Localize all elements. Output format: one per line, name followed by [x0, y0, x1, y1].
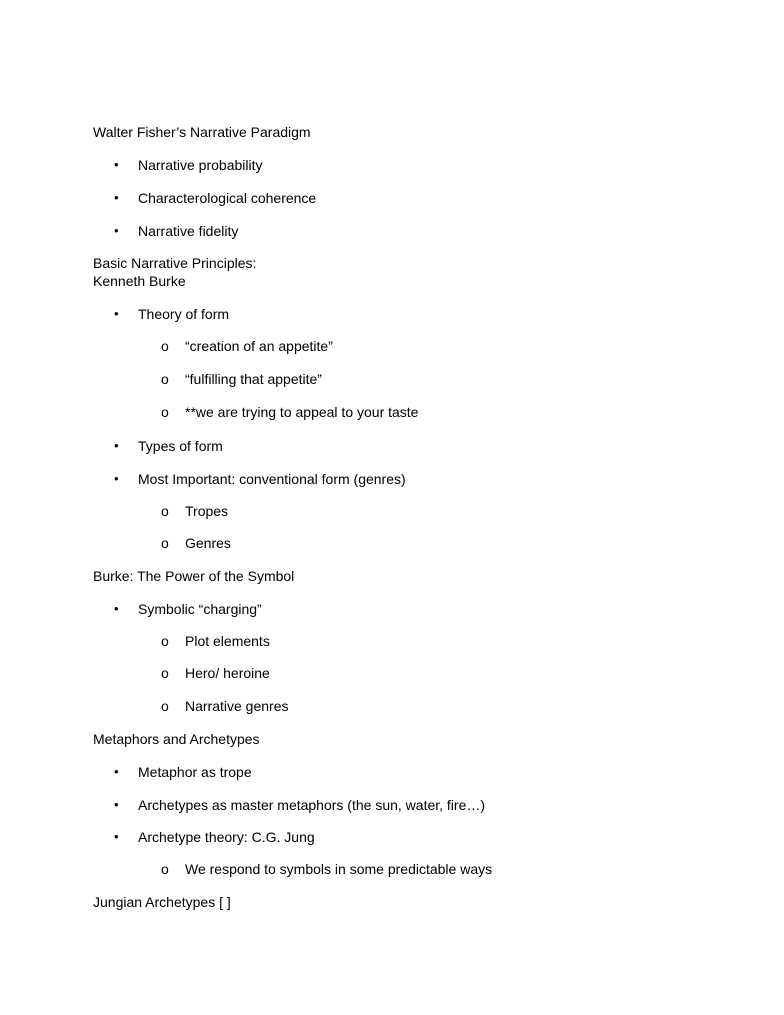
- list-item: [114, 828, 315, 846]
- list-item: [114, 763, 252, 781]
- list-item-text: Archetype theory: C.G. Jung: [138, 829, 315, 845]
- list-item: [114, 305, 230, 323]
- sub-list-item: [161, 502, 229, 520]
- circle-bullet-icon: o: [161, 338, 169, 354]
- sub-list-item-text: Genres: [185, 535, 231, 551]
- circle-bullet-icon: o: [161, 633, 169, 649]
- list-item-text: Types of form: [138, 438, 223, 454]
- sub-list-item: [161, 337, 333, 355]
- bullet-icon: •: [114, 601, 119, 616]
- section-heading: Burke: The Power of the Symbol: [93, 568, 295, 584]
- list-item: [114, 222, 239, 240]
- list-item-text: Symbolic “charging”: [138, 601, 262, 617]
- sub-list-item-text: Hero/ heroine: [185, 665, 270, 681]
- bullet-icon: •: [114, 829, 119, 844]
- circle-bullet-icon: o: [161, 535, 169, 551]
- circle-bullet-icon: o: [161, 371, 169, 387]
- sub-list-item-text: Narrative genres: [185, 698, 289, 714]
- list-item-text: Archetypes as master metaphors (the sun, water, fire…): [138, 797, 486, 813]
- sub-list-item: [161, 664, 270, 682]
- bullet-icon: •: [114, 797, 119, 812]
- sub-list-item-text: Plot elements: [185, 633, 270, 649]
- circle-bullet-icon: o: [161, 665, 169, 681]
- circle-bullet-icon: o: [161, 404, 169, 420]
- list-item: [114, 437, 223, 455]
- sub-list-item-text: **we are trying to appeal to your taste: [185, 404, 419, 420]
- list-item: [114, 470, 406, 488]
- list-item-text: Theory of form: [138, 306, 230, 322]
- list-item-text: Narrative probability: [138, 157, 263, 173]
- section-heading: Jungian Archetypes [ ]: [93, 894, 231, 910]
- sub-list-item: [161, 534, 231, 552]
- list-item: [114, 600, 262, 618]
- list-item: [114, 156, 263, 174]
- bullet-icon: •: [114, 190, 119, 205]
- list-item: [114, 189, 317, 207]
- list-item-text: Narrative fidelity: [138, 223, 239, 239]
- bullet-icon: •: [114, 471, 119, 486]
- list-item: [114, 796, 486, 814]
- list-item-text: Characterological coherence: [138, 190, 317, 206]
- bullet-icon: •: [114, 764, 119, 779]
- sub-list-item: [161, 403, 419, 421]
- section-heading: Metaphors and Archetypes: [93, 731, 260, 747]
- sub-list-item-text: We respond to symbols in some predictable ways: [185, 861, 493, 877]
- list-item-text: Most Important: conventional form (genres): [138, 471, 406, 487]
- sub-list-item: [161, 632, 270, 650]
- bullet-icon: •: [114, 157, 119, 172]
- sub-list-item-text: Tropes: [185, 503, 229, 519]
- circle-bullet-icon: o: [161, 503, 169, 519]
- bullet-icon: •: [114, 223, 119, 238]
- section-subheading: Kenneth Burke: [93, 273, 186, 289]
- section-heading: Walter Fisher’s Narrative Paradigm: [93, 124, 311, 140]
- bullet-icon: •: [114, 438, 119, 453]
- list-item-text: Metaphor as trope: [138, 764, 252, 780]
- sub-list-item: [161, 370, 322, 388]
- bullet-icon: •: [114, 306, 119, 321]
- circle-bullet-icon: o: [161, 698, 169, 714]
- sub-list-item: [161, 697, 289, 715]
- sub-list-item-text: “fulfilling that appetite”: [185, 371, 322, 387]
- sub-list-item-text: “creation of an appetite”: [185, 338, 333, 354]
- section-heading: Basic Narrative Principles:: [93, 255, 257, 271]
- circle-bullet-icon: o: [161, 861, 169, 877]
- sub-list-item: [161, 860, 493, 878]
